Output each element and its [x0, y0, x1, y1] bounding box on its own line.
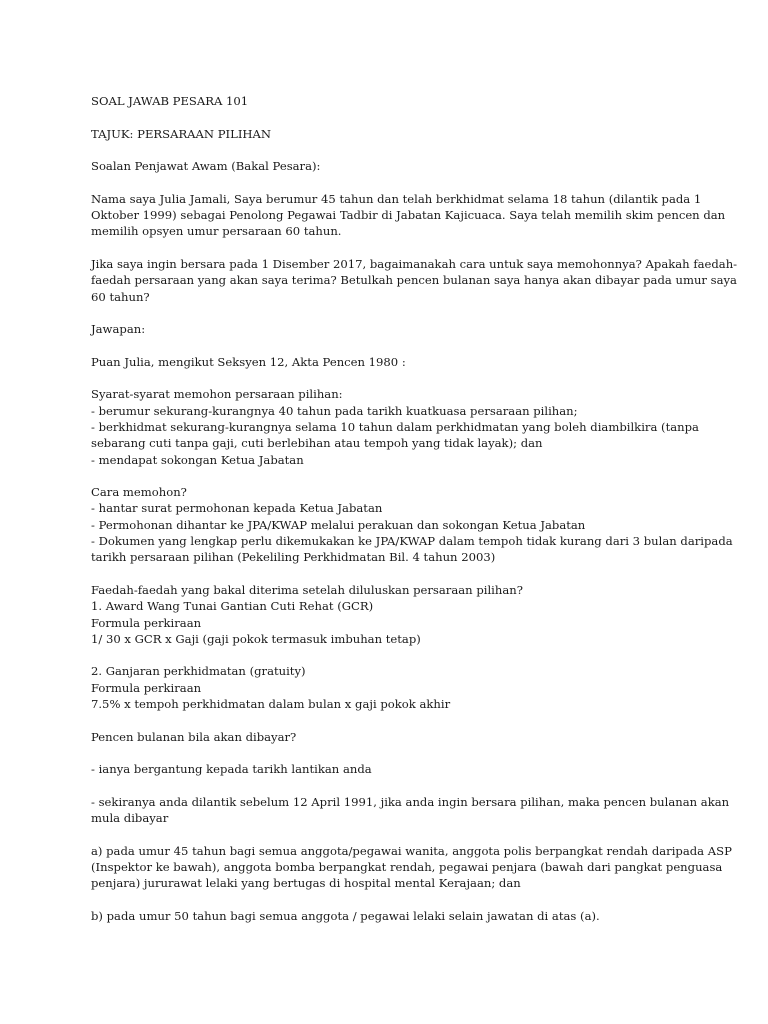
text-line: Oktober 1999) sebagai Penolong Pegawai Tadbir di Jabatan Kajicuaca. Saya telah memilih skim pencen dan	[91, 208, 726, 223]
list-item: 1. Award Wang Tunai Gantian Cuti Rehat (GCR)	[91, 599, 374, 614]
list-item: - Dokumen yang lengkap perlu dikemukakan ke JPA/KWAP dalam tempoh tidak kurang dari 3 bulan daripada	[91, 534, 733, 549]
list-item: - hantar surat permohonan kepada Ketua Jabatan	[91, 501, 383, 516]
list-item: - berkhidmat sekurang-kurangnya selama 10 tahun dalam perkhidmatan yang boleh diambilkira (tanpa	[91, 419, 699, 434]
text-line: 60 tahun?	[91, 289, 150, 304]
text-line: memilih opsyen umur persaraan 60 tahun.	[91, 224, 342, 239]
pension-question: Pencen bulanan bila akan dibayar?	[91, 729, 297, 744]
question-paragraph-2	[91, 256, 738, 305]
benefits-section	[91, 582, 680, 647]
list-item-continuation: sebarang cuti tanpa gaji, cuti berlebihan atau tempoh yang tidak layak); dan	[91, 436, 543, 451]
pension-item-a	[91, 843, 732, 892]
list-item: - berumur sekurang-kurangnya 40 tahun pada tarikh kuatkuasa persaraan pilihan;	[91, 403, 578, 418]
formula: 7.5% x tempoh perkhidmatan dalam bulan x gaji pokok akhir	[91, 696, 451, 711]
list-item-continuation: tarikh persaraan pilihan (Pekeliling Perkhidmatan Bil. 4 tahun 2003)	[91, 550, 496, 565]
text-line: Jika saya ingin bersara pada 1 Disember 2017, bagaimanakah cara untuk saya memohonnya? Apakah faedah-	[91, 256, 738, 271]
pension-item-b: b) pada umur 50 tahun bagi semua anggota / pegawai lelaki selain jawatan di atas (a).	[91, 908, 600, 923]
text-line: a) pada umur 45 tahun bagi semua anggota/pegawai wanita, anggota polis berpangkat rendah daripada ASP	[91, 843, 732, 858]
section-heading: Faedah-faedah yang bakal diterima setelah diluluskan persaraan pilihan?	[91, 582, 523, 597]
gratuity-section	[91, 663, 680, 712]
text-line: (Inspektor ke bawah), anggota bomba berpangkat rendah, pegawai penjara (bawah dari pangkat penguasa	[91, 859, 723, 874]
text-line: Nama saya Julia Jamali, Saya berumur 45 tahun dan telah berkhidmat selama 18 tahun (dilantik pada 1	[91, 191, 702, 206]
question-heading: Soalan Penjawat Awam (Bakal Pesara):	[91, 159, 321, 174]
list-item: - mendapat sokongan Ketua Jabatan	[91, 452, 304, 467]
how-to-apply-section	[91, 484, 733, 565]
document-topic: TAJUK: PERSARAAN PILIHAN	[91, 126, 272, 141]
conditions-section	[91, 386, 699, 467]
formula: 1/ 30 x GCR x Gaji (gaji pokok termasuk imbuhan tetap)	[91, 631, 421, 646]
question-paragraph-1	[91, 191, 726, 240]
document-title: SOAL JAWAB PESARA 101	[91, 94, 249, 108]
list-item: 2. Ganjaran perkhidmatan (gratuity)	[91, 664, 306, 679]
list-item: - Permohonan dihantar ke JPA/KWAP melalui perakuan dan sokongan Ketua Jabatan	[91, 517, 586, 532]
pension-point-2	[91, 794, 730, 827]
section-heading: Syarat-syarat memohon persaraan pilihan:	[91, 387, 343, 402]
answer-heading: Jawapan:	[91, 322, 146, 337]
section-heading: Cara memohon?	[91, 485, 187, 500]
formula-label: Formula perkiraan	[91, 615, 202, 630]
text-line: mula dibayar	[91, 811, 169, 826]
formula-label: Formula perkiraan	[91, 680, 202, 695]
text-line: - sekiranya anda dilantik sebelum 12 April 1991, jika anda ingin bersara pilihan, maka pencen bulanan akan	[91, 794, 730, 809]
answer-intro: Puan Julia, mengikut Seksyen 12, Akta Pencen 1980 :	[91, 354, 406, 369]
text-line: penjara) jururawat lelaki yang bertugas di hospital mental Kerajaan; dan	[91, 876, 521, 891]
text-line: faedah persaraan yang akan saya terima? Betulkah pencen bulanan saya hanya akan dibayar pada umur saya	[91, 273, 737, 288]
pension-point-1: - ianya bergantung kepada tarikh lantikan anda	[91, 762, 372, 777]
